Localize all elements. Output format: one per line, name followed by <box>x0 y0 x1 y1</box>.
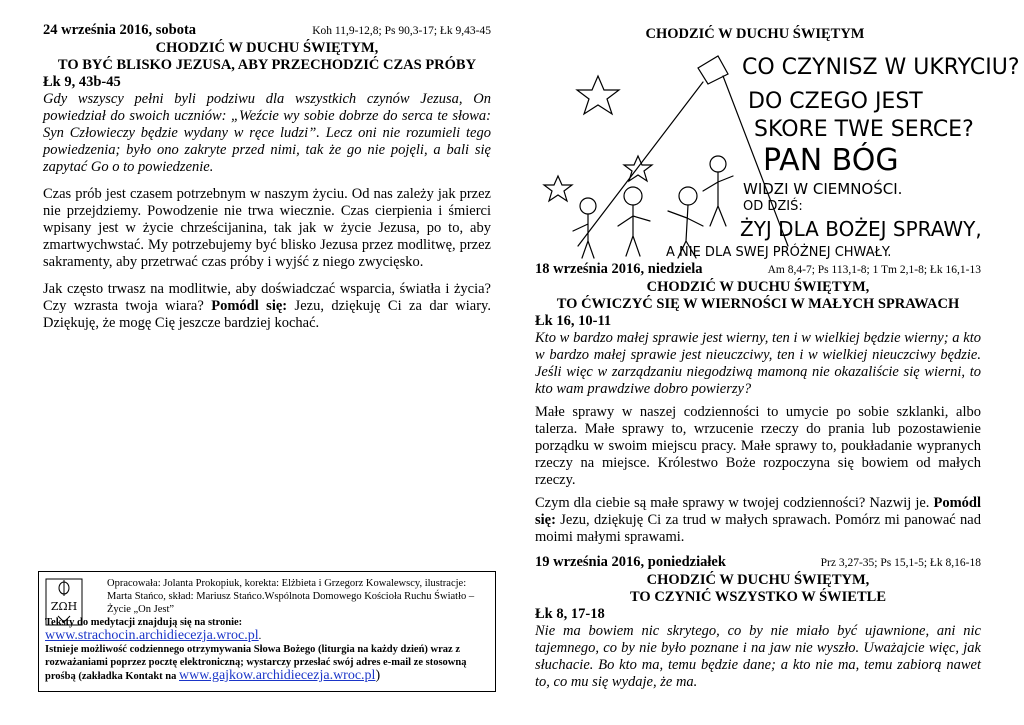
day1-refs: Am 8,4-7; Ps 113,1-8; 1 Tm 2,1-8; Łk 16,1-13 <box>767 264 981 276</box>
day1-prayer-text: Jezu, dziękuję Ci za trud w małych sprawach. Pomórz mi panować nad moimi małymi sprawami. <box>535 512 981 545</box>
texts-location-label: Teksty do medytacji znajdują się na stronie: <box>45 617 243 628</box>
right-column <box>535 261 981 691</box>
handwriting-line5: WIDZI W CIEMNOŚCI. <box>743 180 903 198</box>
reflection-paragraph: Czas prób jest czasem potrzebnym w naszym życiu. Od nas zależy jak przez nie przejdziemy. Powodzenie nie trwa wiecznie. Czas cierpienia i śmierci wpisany jest w życie chrześcijanina, tak jak w życie Jezusa, po to, aby zmartwychwstać. My potrzebujemy być blisko Jezusa przez modlitwę, przez sakramenty, aby przetrwać czas próby i wyjść z niego zwycięsko. <box>43 186 491 270</box>
day2-gospel-ref: Łk 8, 17-18 <box>535 606 605 622</box>
prayer-text: Jezu, dziękuję Ci za dar wiary. Dziękuję, że mogę Cię jeszcze bardziej kochać. <box>43 298 491 331</box>
pray-label: Pomódl się: <box>211 298 288 314</box>
day1-header <box>535 261 981 279</box>
handwriting-line2: DO CZEGO JEST <box>748 89 923 114</box>
closing-paren: ) <box>375 668 381 683</box>
right-header-title: CHODZIĆ W DUCHU ŚWIĘTYM <box>645 26 865 42</box>
gajkow-link[interactable]: www.gajkow.archidiecezja.wroc.pl <box>179 668 376 683</box>
day-title-line2: TO BYĆ BLISKO JEZUSA, ABY PRZECHODZIĆ CZAS PRÓBY <box>57 57 477 73</box>
day2-refs: Prz 3,27-35; Ps 15,1-5; Łk 8,16-18 <box>820 557 981 569</box>
day2-title-line2: TO CZYNIĆ WSZYSTKO W ŚWIETLE <box>630 589 886 605</box>
day1-pray-label: Pomódl się: <box>535 495 981 528</box>
day1-gospel-ref: Łk 16, 10-11 <box>535 313 612 329</box>
day2-gospel: Nie ma bowiem nic skrytego, co by nie miało być ujawnione, ani nic tajemnego, co by nie było poznane i na jaw nie wyszło. Uważajcie więc, jak słuchacie. Bo kto ma, temu będzie dane; a kto nie ma, temu zabiorą nawet to, co mu się wydaje, że ma. <box>535 623 981 690</box>
gospel-reference: Łk 9, 43b-45 <box>43 74 121 90</box>
day1-title-line2: TO ĆWICZYĆ SIĘ W WIERNOŚCI W MAŁYCH SPRAWACH <box>556 296 960 312</box>
day-header <box>43 22 491 40</box>
zoe-logo-icon <box>45 578 83 626</box>
handwriting-line6: OD DZIŚ: <box>743 199 803 214</box>
subscription-info <box>45 643 489 683</box>
day1-date: 18 września 2016, niedziela <box>535 261 703 277</box>
handwriting-line8: A NIE DLA SWEJ PRÓŻNEJ CHWAŁY. <box>666 245 892 260</box>
day2-title-line1: CHODZIĆ W DUCHU ŚWIĘTYM, <box>646 572 870 588</box>
illustration <box>538 46 1020 264</box>
day2-header <box>535 554 981 572</box>
prayer-question: Jak często trwasz na modlitwie, aby doświadczać wsparcia, światła i życia? Czy wzrasta twoja wiara? <box>43 281 491 314</box>
handwriting-line3: SKORE TWE SERCE? <box>754 117 974 142</box>
left-column <box>43 22 491 332</box>
day2-date: 19 września 2016, poniedziałek <box>535 554 726 570</box>
handwriting-line4: PAN BÓG <box>763 143 899 178</box>
day-title-line1: CHODZIĆ W DUCHU ŚWIĘTYM, <box>155 40 379 56</box>
handwriting-line1: CO CZYNISZ W UKRYCIU? <box>742 55 1020 80</box>
link-dot: . <box>258 631 262 642</box>
day-date: 24 września 2016, sobota <box>43 22 197 38</box>
day1-reflection: Małe sprawy w naszej codzienności to umycie po sobie szklanki, albo talerza. Małe sprawy to, wrzucenie rzeczy do prania lub pozostawienie porządku w swoim miejscu pracy. Małe sprawy to, poukładanie wypranych rzeczy na miejsce. Królestwo Boże rozpoczyna się bowiem od małych rzeczy. <box>535 404 981 488</box>
strachocin-link[interactable]: www.strachocin.archidiecezja.wroc.pl <box>45 628 259 643</box>
prayer-paragraph <box>43 281 491 332</box>
day1-gospel: Kto w bardzo małej sprawie jest wierny, ten i w wielkiej będzie wierny; a kto w bardzo małej sprawie jest nieuczciwy, ten i w wielkiej nieuczciwy będzie. Jeśli więc w zarządzaniu niegodziwą mamoną nie okazaliście się wierni, to kto wam prawdziwe dobro powierzy? <box>535 330 981 397</box>
credits-text: Opracowała: Jolanta Prokopiuk, korekta: Elżbieta i Grzegorz Kowalewscy, ilustracje: Marta Stańco, skład: Mariusz Stańco.Wspólnota Domowego Kościoła Ruchu Światło – Życie „On Jest” <box>107 578 475 615</box>
day1-prayer <box>535 495 981 546</box>
credits-box <box>38 571 496 692</box>
gospel-text: Gdy wszyscy pełni byli podziwu dla wszystkich czynów Jezusa, On powiedział do swoich uczniów: „Weźcie wy sobie dobrze do serca te słowa: Syn Człowieczy będzie wydany w ręce ludzi”. Lecz oni nie rozumieli tego powiedzenia; było ono zakryte przed nimi, tak że go nie pojęli, a bali się zapytać Go o to powiedzenie. <box>43 91 491 175</box>
svg-text:ΖΩΗ: ΖΩΗ <box>50 600 78 613</box>
subscription-text: Istnieje możliwość codziennego otrzymywania Słowa Bożego (liturgia na każdy dzień) wraz z rozważaniami poprzez pocztę elektroniczną; wystarczy przesłać swój adres e-mail ze stosowną prośbą (zakładka Kontakt na <box>45 644 467 682</box>
handwriting-line7: ŻYJ DLA BOŻEJ SPRAWY, <box>740 217 982 241</box>
day1-title-line1: CHODZIĆ W DUCHU ŚWIĘTYM, <box>646 279 870 295</box>
day1-question: Czym dla ciebie są małe sprawy w twojej codzienności? Nazwij je. <box>535 495 934 511</box>
scripture-refs: Koh 11,9-12,8; Ps 90,3-17; Łk 9,43-45 <box>312 25 491 37</box>
